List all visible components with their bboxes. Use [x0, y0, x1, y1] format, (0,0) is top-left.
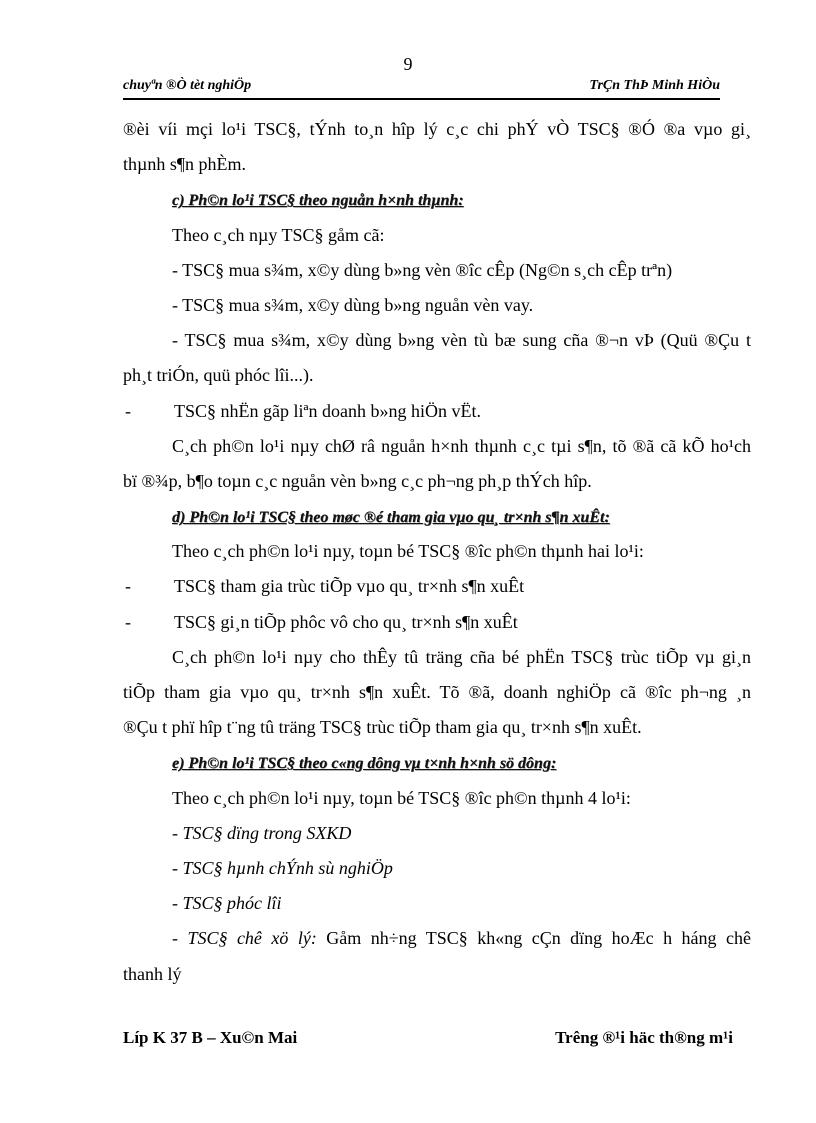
text-line: bï ®¾p, b¶o toµn c¸c nguån vèn b»ng c¸c ph¬ng ph¸p thÝch hîp. — [123, 470, 592, 491]
section-heading-e: e) Ph©n lo¹i TSC§ theo c«ng dông vµ t×nh h×nh sö dông: — [172, 755, 557, 773]
list-item — [123, 605, 751, 640]
page-number: 9 — [403, 54, 413, 74]
list-item — [123, 569, 751, 604]
footer-right: Trêng ®¹i häc th®ng m¹i — [555, 1028, 733, 1047]
dash-marker: - — [125, 611, 131, 632]
list-item: - TSC§ mua s¾m, x©y dùng b»ng nguån vèn vay. — [172, 294, 534, 315]
section-heading-c: c) Ph©n lo¹i TSC§ theo nguån h×nh thµnh: — [172, 192, 464, 210]
list-item: - TSC§ phóc lîi — [172, 893, 282, 914]
list-item-text: TSC§ gi¸n tiÕp phôc vô cho qu¸ tr×nh s¶n xuÊt — [174, 611, 518, 632]
footer-left: Líp K 37 B – Xu©n Mai — [123, 1028, 298, 1047]
text-line: ®èi víi mçi lo¹i TSC§, tÝnh to¸n hîp lý c¸c chi phÝ vÒ TSC§ ®Ó ®a vµo gi¸ — [123, 119, 751, 139]
header-right: TrÇn ThÞ Minh HiÒu — [589, 78, 720, 93]
page-header — [123, 74, 720, 100]
text-line: Theo c¸ch nµy TSC§ gåm cã: — [172, 224, 385, 245]
text-line: Theo c¸ch ph©n lo¹i nµy, toµn bé TSC§ ®îc ph©n thµnh 4 lo¹i: — [172, 787, 631, 808]
text-line: thµnh s¶n phÈm. — [123, 154, 247, 175]
list-item-text: TSC§ nhËn gãp liªn doanh b»ng hiÖn vËt. — [174, 400, 481, 421]
list-item: - TSC§ mua s¾m, x©y dùng b»ng vèn ®îc cÊp (Ng©n s¸ch cÊp trªn) — [172, 259, 673, 280]
text-line: tiÕp tham gia vµo qu¸ tr×nh s¶n xuÊt. Tõ ®ã, doanh nghiÖp cã ®îc ph¬ng ¸n — [123, 682, 751, 702]
text-line: C¸ch ph©n lo¹i nµy cho thÊy tû träng cña bé phËn TSC§ trùc tiÕp vµ gi¸n — [172, 646, 751, 667]
list-item-text: TSC§ tham gia trùc tiÕp vµo qu¸ tr×nh s¶n xuÊt — [174, 576, 525, 597]
text-line: thanh lý — [123, 963, 182, 984]
list-item: - TSC§ mua s¾m, x©y dùng b»ng vèn tù bæ sung cña ®¬n vÞ (Quü ®Çu t — [172, 330, 751, 351]
document-body — [123, 112, 751, 992]
list-item: - TSC§ hµnh chÝnh sù nghiÖp — [172, 857, 393, 878]
text-line: C¸ch ph©n lo¹i nµy chØ râ nguån h×nh thµnh c¸c tµi s¶n, tõ ®ã cã kÕ ho¹ch — [172, 435, 751, 456]
text-line: ph¸t triÓn, quü phóc lîi...). — [123, 365, 314, 386]
list-item — [123, 921, 751, 956]
list-item: - TSC§ dïng trong SXKD — [172, 822, 352, 843]
list-item-text: Gåm nh÷ng TSC§ kh«ng cÇn dïng hoÆc h háng chê — [316, 928, 751, 949]
dash-marker: - — [125, 400, 131, 421]
section-heading-d: d) Ph©n lo¹i TSC§ theo møc ®é tham gia vµo qu¸ tr×nh s¶n xuÊt: — [172, 509, 610, 527]
list-item-label: - TSC§ chê xö lý: — [172, 928, 317, 949]
text-line: Theo c¸ch ph©n lo¹i nµy, toµn bé TSC§ ®îc ph©n thµnh hai lo¹i: — [172, 541, 644, 562]
header-left: chuyªn ®Ò tèt nghiÖp — [123, 78, 252, 93]
list-item — [123, 394, 751, 429]
text-line: ®Çu t phï hîp t¨ng tû träng TSC§ trùc tiÕp tham gia qu¸ tr×nh s¶n xuÊt. — [123, 717, 642, 738]
dash-marker: - — [125, 576, 131, 597]
